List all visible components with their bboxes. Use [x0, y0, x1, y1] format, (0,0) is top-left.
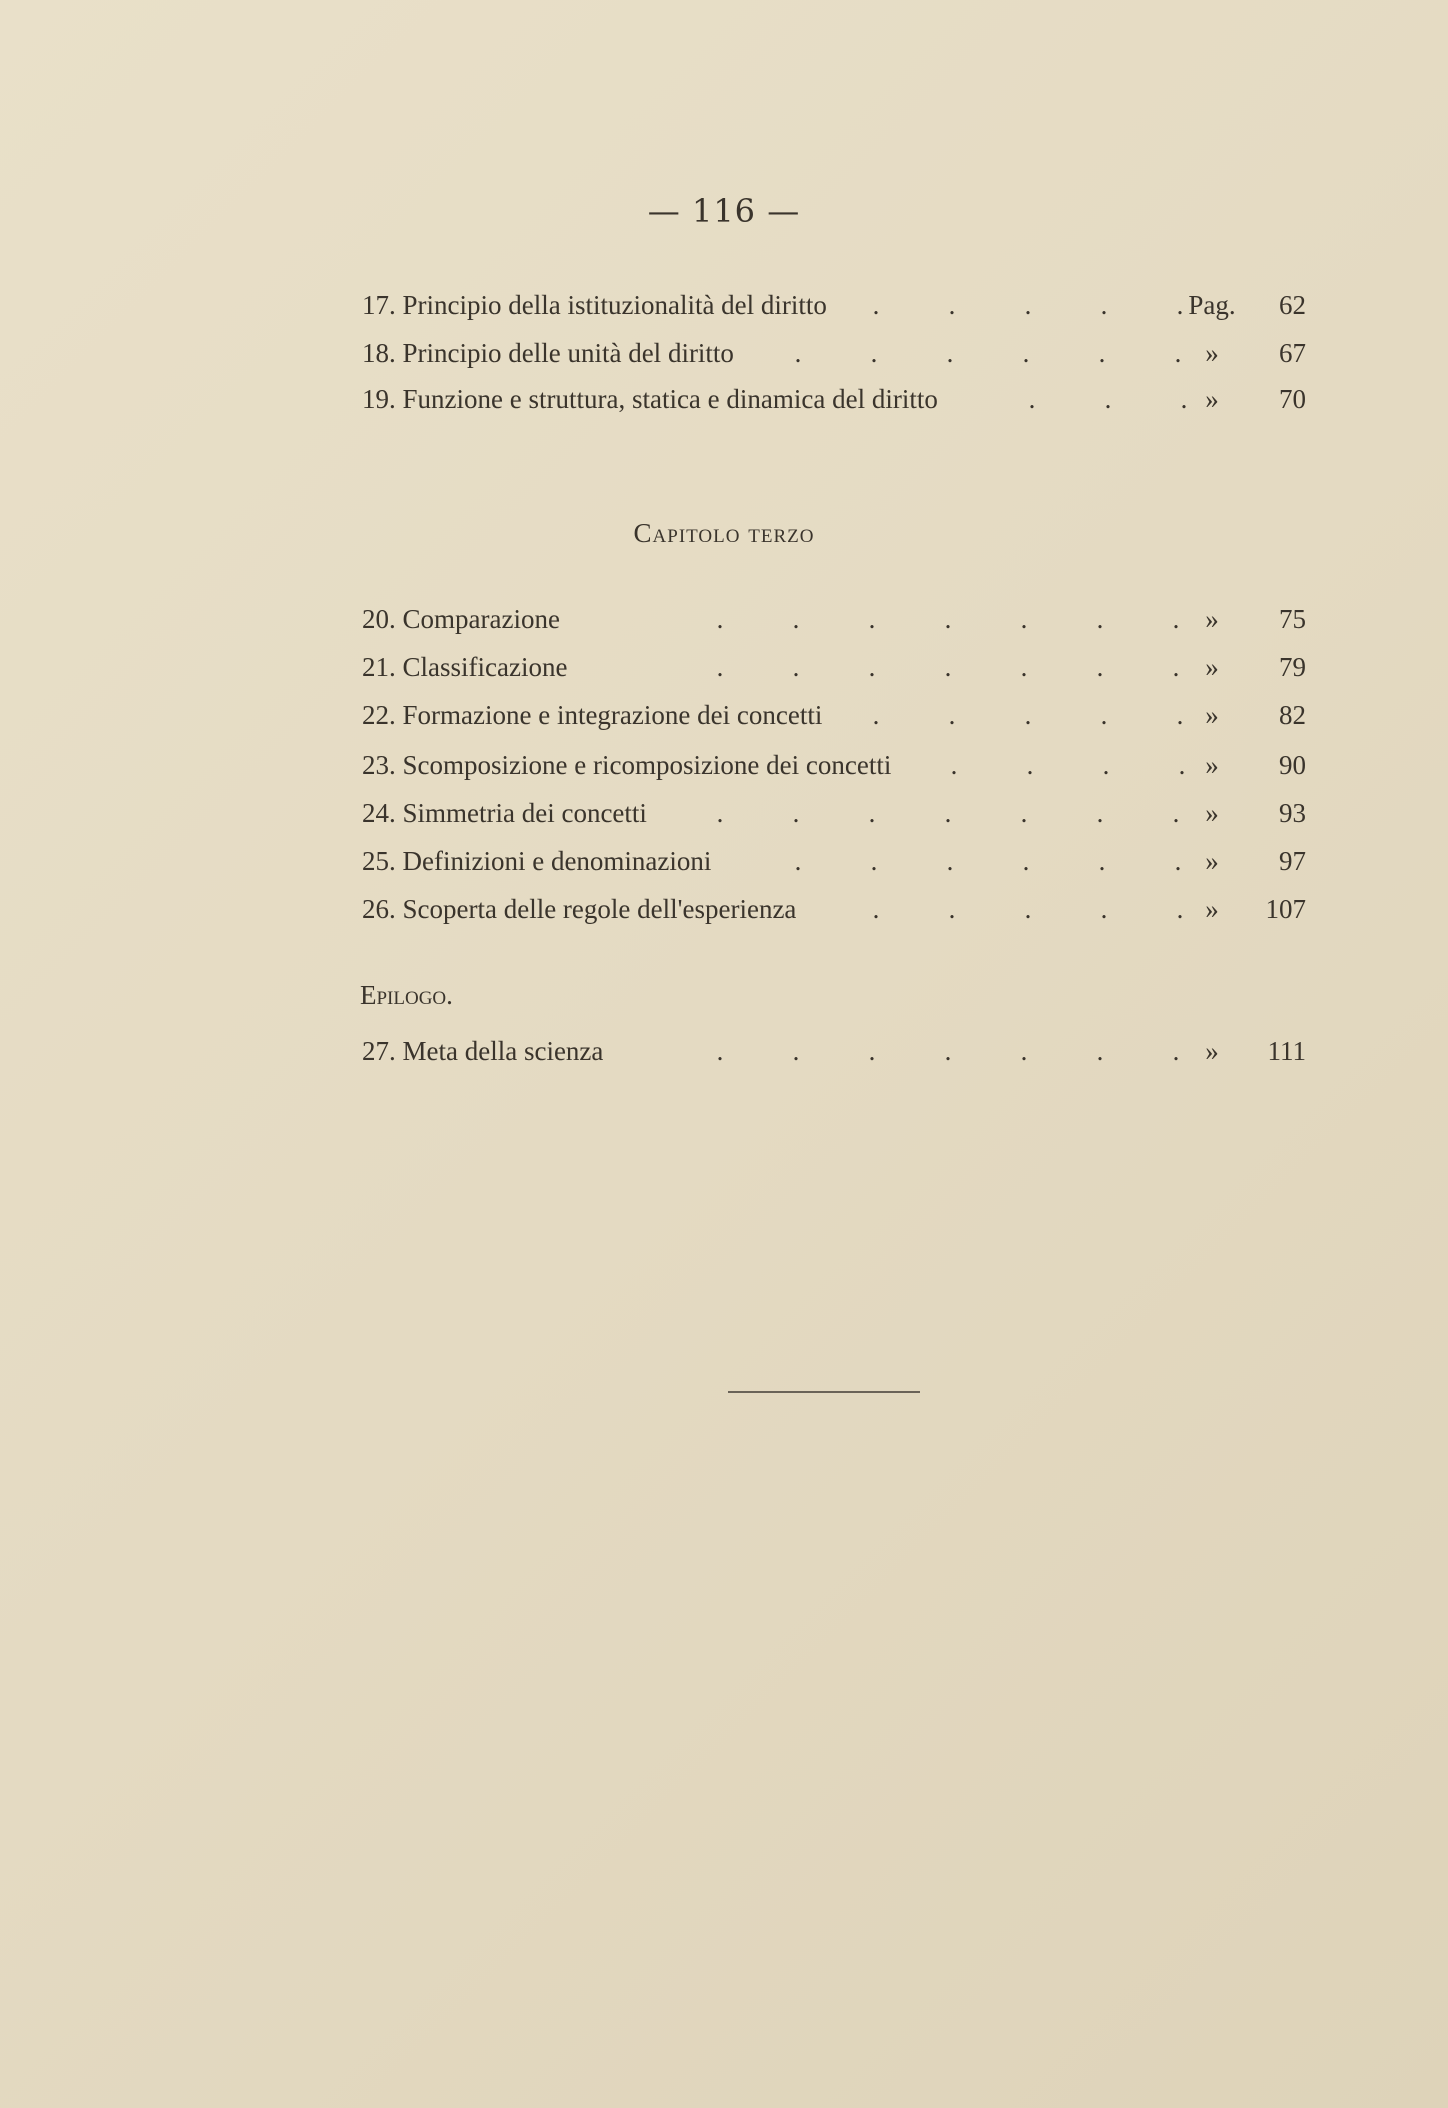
toc-entry-page: 67 — [1279, 338, 1306, 368]
toc-entry — [362, 700, 1306, 744]
page-number: — 116 — — [647, 192, 801, 230]
chapter-heading: Capitolo terzo — [633, 518, 815, 548]
toc-entry-page: 93 — [1279, 798, 1306, 828]
toc-entry — [362, 652, 1306, 696]
toc-entry-page: 70 — [1279, 384, 1306, 414]
page-marker: » — [1205, 652, 1219, 682]
toc-entry-title: 26. Scoperta delle regole dell'esperienza — [362, 894, 797, 924]
dot-leader: . . . . . . — [794, 846, 1182, 876]
toc-entry — [362, 894, 1306, 938]
dot-leader: . . . . . — [872, 894, 1184, 924]
toc-entry-page: 75 — [1279, 604, 1306, 634]
toc-entry-page: 62 — [1279, 290, 1306, 320]
toc-entry-title: 24. Simmetria dei concetti — [362, 798, 647, 828]
page-marker: » — [1205, 384, 1219, 414]
dot-leader: . . . — [1028, 384, 1188, 414]
toc-entry — [362, 290, 1306, 334]
page-marker: » — [1205, 604, 1219, 634]
dot-leader: . . . . . . . — [716, 652, 1180, 682]
dot-leader: . . . . . . . — [716, 798, 1180, 828]
toc-entry-title: 20. Comparazione — [362, 604, 560, 634]
page-marker: » — [1205, 894, 1219, 924]
toc-entry — [362, 798, 1306, 842]
toc-entry-page: 90 — [1279, 750, 1306, 780]
toc-entry — [362, 604, 1306, 648]
dot-leader: . . . . . . . — [716, 604, 1180, 634]
page-marker: » — [1205, 750, 1219, 780]
dot-leader: . . . . . — [872, 290, 1184, 320]
epilogue-heading: Epilogo. — [360, 980, 453, 1010]
toc-entry-page: 111 — [1267, 1036, 1306, 1066]
toc-entry-page: 107 — [1265, 894, 1306, 924]
toc-entry-page: 82 — [1279, 700, 1306, 730]
dot-leader: . . . . — [950, 750, 1186, 780]
toc-entry — [362, 750, 1306, 794]
toc-entry-title: 18. Principio delle unità del diritto — [362, 338, 734, 368]
page-marker: » — [1205, 338, 1219, 368]
toc-entry — [362, 846, 1306, 890]
page-marker: » — [1205, 1036, 1219, 1066]
toc-entry-title: 25. Definizioni e denominazioni — [362, 846, 712, 876]
toc-entry — [362, 1036, 1306, 1080]
toc-entry-title: 21. Classificazione — [362, 652, 568, 682]
toc-entry-title: 17. Principio della istituzionalità del diritto — [362, 290, 827, 320]
toc-entry-title: 27. Meta della scienza — [362, 1036, 604, 1066]
toc-entry — [362, 338, 1306, 382]
page-marker: Pag. — [1188, 290, 1236, 320]
toc-entry-title: 19. Funzione e struttura, statica e dinamica del diritto — [362, 384, 938, 414]
toc-entry — [362, 384, 1306, 428]
end-rule — [728, 1391, 920, 1393]
dot-leader: . . . . . . — [794, 338, 1182, 368]
dot-leader: . . . . . — [872, 700, 1184, 730]
page-marker: » — [1205, 798, 1219, 828]
toc-entry-page: 79 — [1279, 652, 1306, 682]
page-marker: » — [1205, 700, 1219, 730]
page-marker: » — [1205, 846, 1219, 876]
toc-entry-title: 22. Formazione e integrazione dei concetti — [362, 700, 823, 730]
dot-leader: . . . . . . . — [716, 1036, 1180, 1066]
toc-entry-title: 23. Scomposizione e ricomposizione dei concetti — [362, 750, 892, 780]
toc-entry-page: 97 — [1279, 846, 1306, 876]
